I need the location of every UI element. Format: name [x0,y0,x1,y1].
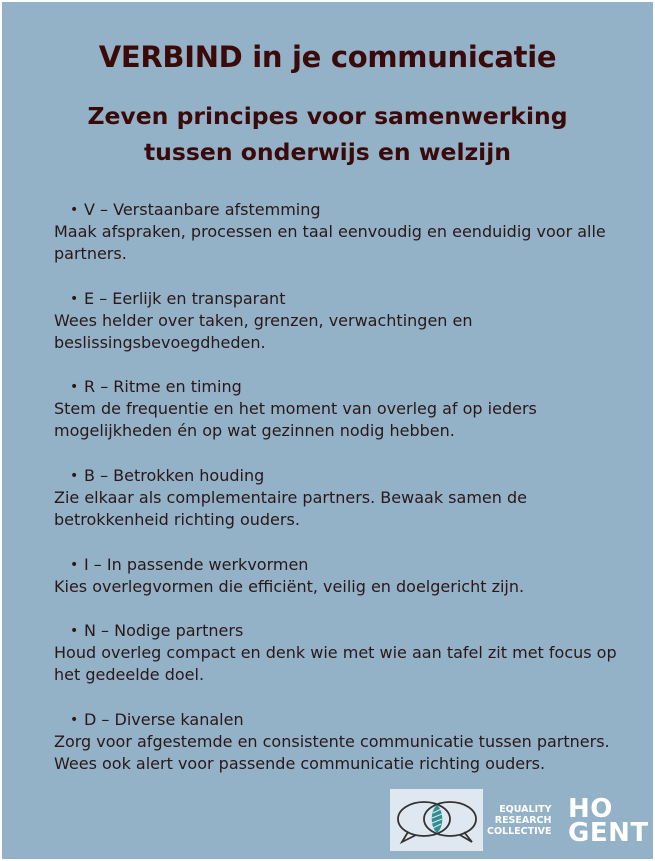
principle-description-line: betrokkenheid richting ouders. [54,510,300,529]
principle-description-line: beslissingsbevoegdheden. [54,333,266,352]
principle-item [54,376,639,442]
erc-line: EQUALITY [499,804,552,815]
bullet-icon: • [70,712,79,728]
principle-heading: R – Ritme en timing [84,377,242,396]
principle-item [54,620,639,686]
principle-description-line: Kies overlegvormen die efficiënt, veilig en doelgericht zijn. [54,577,525,596]
principle-heading: V – Verstaanbare afstemming [84,200,321,219]
bullet-icon: • [70,557,79,573]
principle-description-line: Wees ook alert voor passende communicatie richting ouders. [54,754,546,773]
hogent-logo [568,794,649,848]
principle-heading: B – Betrokken houding [84,466,265,485]
bullet-icon: • [70,202,79,218]
bullet-icon: • [70,379,79,395]
principle-description-line: Zorg voor afgestemde en consistente communicatie tussen partners. [54,732,610,751]
bullet-icon: • [70,291,79,307]
subtitle-line-2: tussen onderwijs en welzijn [143,138,512,166]
principle-description-line: Stem de frequentie en het moment van overleg af op ieders [54,399,537,418]
erc-line: RESEARCH [494,815,552,826]
principle-item [54,554,639,598]
principle-description-line: Zie elkaar als complementaire partners. Bewaak samen de [54,488,527,507]
equality-research-collective-logo [487,804,551,837]
principle-description-line: Wees helder over taken, grenzen, verwachtingen en [54,311,473,330]
erc-line: COLLECTIVE [487,826,552,837]
subtitle-line-1: Zeven principes voor samenwerking [87,102,568,130]
page-title: VERBIND in je communicatie [98,40,557,74]
principle-description-line: partners. [54,244,127,263]
bullet-icon: • [70,623,79,639]
principle-heading: E – Eerlijk en transparant [84,289,286,308]
principle-item [54,288,639,354]
bullet-icon: • [70,468,79,484]
principle-description-line: het gedeelde doel. [54,665,205,684]
page-subtitle [2,98,653,170]
principle-item [54,465,639,531]
principle-description-line: mogelijkheden én op wat gezinnen nodig hebben. [54,421,455,440]
speech-bubbles-icon [390,789,483,851]
principle-description-line: Houd overleg compact en denk wie met wie aan tafel zit met focus op [54,643,617,662]
poster [2,2,653,859]
principle-item [54,199,639,265]
principle-heading: D – Diverse kanalen [84,710,244,729]
hogent-line: HO [568,794,613,824]
principle-heading: I – In passende werkvormen [84,555,309,574]
principle-heading: N – Nodige partners [84,621,244,640]
hogent-line: GENT [568,818,649,848]
principle-description-line: Maak afspraken, processen en taal eenvoudig en eenduidig voor alle [54,222,606,241]
speech-bubbles-logo [390,789,483,851]
principle-item [54,709,639,775]
